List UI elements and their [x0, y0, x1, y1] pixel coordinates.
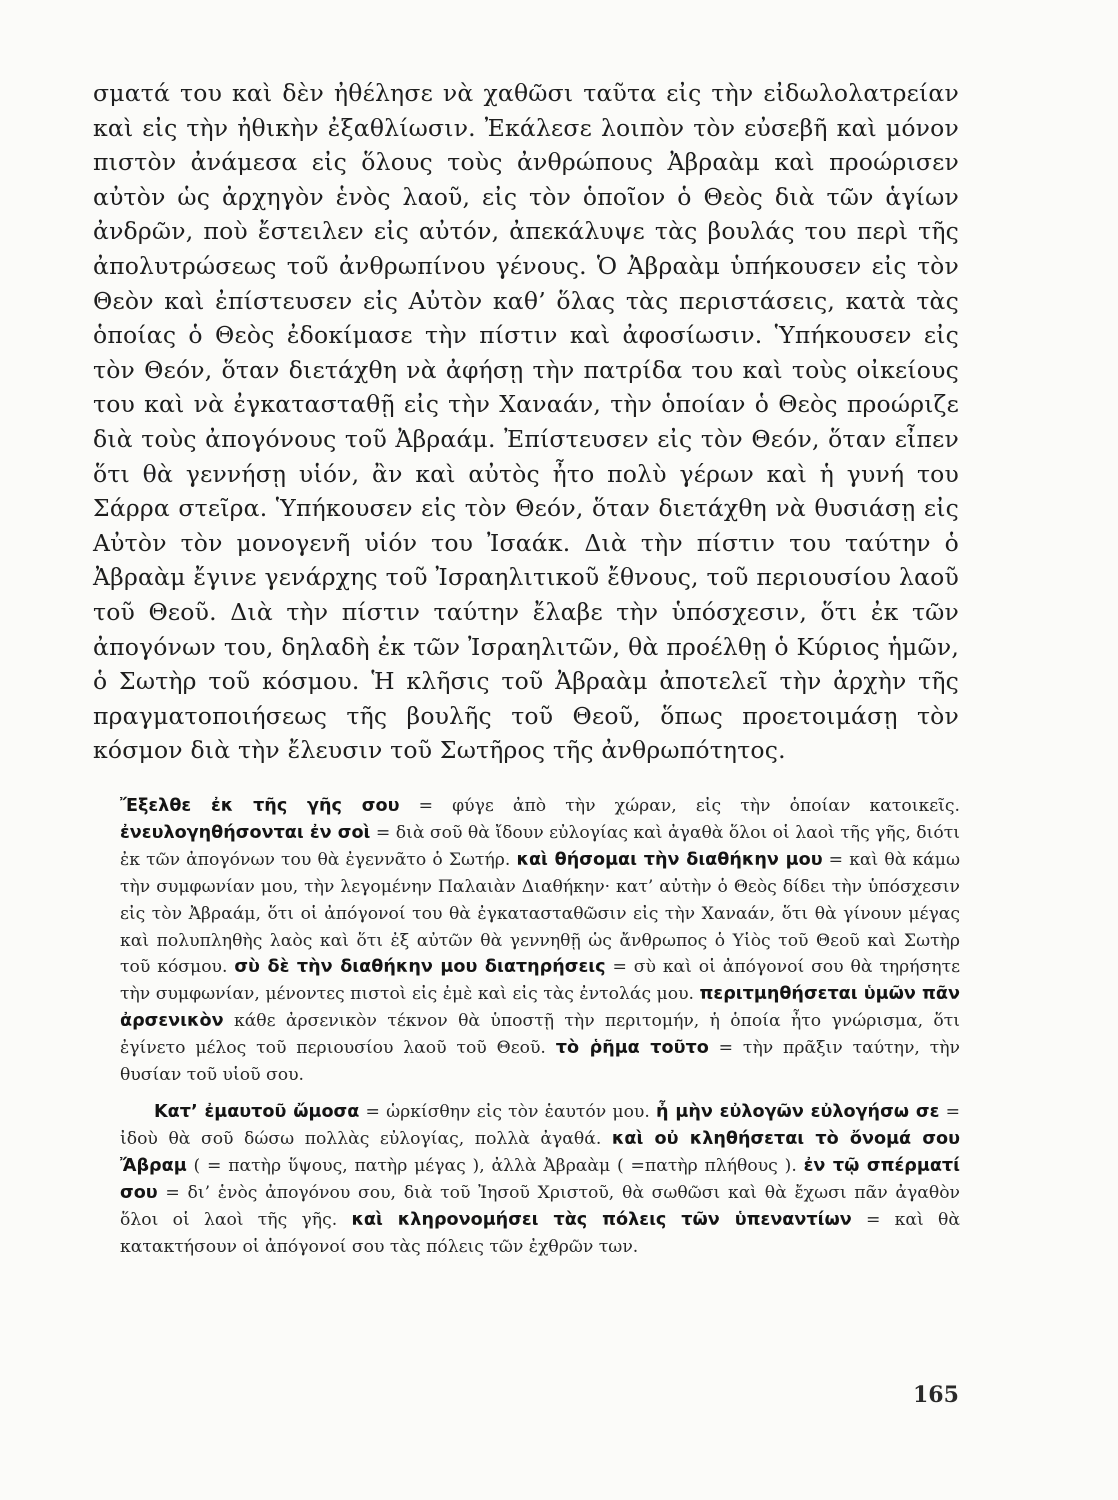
- note-term: καὶ θήσομαι τὴν διαθήκην μου: [516, 849, 823, 870]
- note-term: Κατ’ ἐμαυτοῦ ὤμοσα: [154, 1101, 360, 1122]
- note-term: περιτμηθήσεται ὑμῶν πᾶν ἀρσενικὸν: [120, 984, 961, 1032]
- main-paragraph: σματά του καὶ δὲν ἠθέλησε νὰ χαθῶσι ταῦτα εἰς τὴν εἰδωλολατρείαν καὶ εἰς τὴν ἠθικὴν ἐξαθλίωσιν. Ἐκάλεσε λοιπὸν τὸν εὐσεβῆ καὶ μόνον πιστὸν ἀνάμεσα εἰς ὅλους τοὺς ἀνθρώπους Ἀβραὰμ καὶ προώρισεν αὐτὸν ὡς ἀρχηγὸν ἑνὸς λαοῦ, εἰς τὸν ὁποῖον ὁ Θεὸς διὰ τῶν ἁγίων ἀνδρῶν, ποὺ ἔστειλεν εἰς αὐτόν, ἀπεκάλυψε τὰς βουλάς του περὶ τῆς ἀπολυτρώσεως τοῦ ἀνθρωπίνου γένους. Ὁ Ἀβραὰμ ὑπήκουσεν εἰς τὸν Θεὸν καὶ ἐπίστευσεν εἰς Αὐτὸν καθ’ ὅλας τὰς περιστάσεις, κατὰ τὰς ὁποίας ὁ Θεὸς ἐδοκίμασε τὴν πίστιν καὶ ἀφοσίωσιν. Ὑπήκουσεν εἰς τὸν Θεόν, ὅταν διετάχθη νὰ ἀφήσῃ τὴν πατρίδα του καὶ τοὺς οἰκείους του καὶ νὰ ἐγκατασταθῇ εἰς τὴν Χαναάν, τὴν ὁποίαν ὁ Θεὸς προώριζε διὰ τοὺς ἀπογόνους τοῦ Ἀβραάμ. Ἐπίστευσεν εἰς τὸν Θεόν, ὅταν εἶπεν ὅτι θὰ γεννήσῃ υἱόν, ἂν καὶ αὐτὸς ἦτο πολὺ γέρων καὶ ἡ γυνή του Σάρρα στεῖρα. Ὑπήκουσεν εἰς τὸν Θεόν, ὅταν διετάχθη νὰ θυσιάσῃ εἰς Αὐτὸν τὸν μονογενῆ υἱόν του Ἰσαάκ. Διὰ τὴν πίστιν του ταύτην ὁ Ἀβραὰμ ἔγινε γενάρχης τοῦ Ἰσραηλιτικοῦ ἔθνους, τοῦ περιουσίου λαοῦ τοῦ Θεοῦ. Διὰ τὴν πίστιν ταύτην ἔλαβε τὴν ὑπόσχεσιν, ὅτι ἐκ τῶν ἀπογόνων του, δηλαδὴ ἐκ τῶν Ἰσραηλιτῶν, θὰ προέλθῃ ὁ Κύριος ἡμῶν, ὁ Σωτὴρ τοῦ κόσμου. Ἡ κλῆσις τοῦ Ἀβραὰμ ἀποτελεῖ τὴν ἀρχὴν τῆς πραγματοποιήσεως τῆς βουλῆς τοῦ Θεοῦ, ὅπως προετοιμάσῃ τὸν κόσμον διὰ τὴν ἔλευσιν τοῦ Σωτῆρος τῆς ἀνθρωπότητος.: [93, 79, 959, 765]
- note-explanation: = διὰ σοῦ θὰ ἴδουν εὐλογίας καὶ ἀγαθὰ ὅλοι οἱ λαοὶ τῆς γῆς, διότι ἐκ τῶν ἀπογόνων του θὰ ἐγεννᾶτο ὁ Σωτήρ.: [120, 822, 960, 870]
- note-term: ἦ μὴν εὐλογῶν εὐλογήσω σε: [656, 1101, 940, 1122]
- note-explanation: = ὡρκίσθην εἰς τὸν ἑαυτόν μου.: [359, 1101, 657, 1122]
- note-explanation: = ἰδοὺ θὰ σοῦ δώσω πολλὰς εὐλογίας, πολλὰ ἀγαθά.: [120, 1101, 961, 1149]
- note-term: τὸ ῥῆμα τοῦτο: [555, 1038, 709, 1059]
- note-term: καὶ οὐ κληθήσεται τὸ ὄνομά σου Ἄβραμ: [120, 1128, 960, 1176]
- note-term: σὺ δὲ τὴν διαθήκην μου διατηρήσεις: [234, 957, 606, 978]
- note-term: καὶ κληρονομήσει τὰς πόλεις τῶν ὑπεναντίων: [351, 1209, 852, 1230]
- note-term: Ἔξελθε ἐκ τῆς γῆς σου: [120, 796, 400, 816]
- note-explanation: = φύγε ἀπὸ τὴν χώραν, εἰς τὴν ὁποίαν κατοικεῖς.: [399, 796, 960, 816]
- notes-paragraph-2: [120, 1099, 960, 1260]
- note-explanation: = σὺ καὶ οἱ ἀπόγονοί σου θὰ τηρήσητε τὴν συμφωνίαν, μένοντες πιστοὶ εἰς ἐμὲ καὶ εἰς τὰς ἐντολάς μου.: [120, 957, 960, 1005]
- note-term: ἐνευλογηθήσονται ἐν σοὶ: [120, 822, 371, 843]
- note-explanation: = καὶ θὰ κάμω τὴν συμφωνίαν μου, τὴν λεγομένην Παλαιὰν Διαθήκην· κατ’ αὐτὴν ὁ Θεὸς δίδει τὴν ὑπόσχεσιν εἰς τὸν Ἀβραάμ, ὅτι οἱ ἀπόγονοί του θὰ ἐγκατασταθῶσιν εἰς τὴν Χαναάν, ὅτι θὰ γίνουν μέγας καὶ πολυπληθὴς λαὸς καὶ ὅτι ἐξ αὐτῶν θὰ γεννηθῇ ὡς ἄνθρωπος ὁ Υἱὸς τοῦ Θεοῦ καὶ Σωτὴρ τοῦ κόσμου.: [120, 849, 960, 978]
- note-explanation: ( = πατὴρ ὕψους, πατὴρ μέγας ), ἀλλὰ Ἀβραὰμ ( =πατὴρ πλήθους ).: [186, 1155, 804, 1176]
- note-explanation: = δι’ ἑνὸς ἀπογόνου σου, διὰ τοῦ Ἰησοῦ Χριστοῦ, θὰ σωθῶσι καὶ θὰ ἔχωσι πᾶν ἀγαθὸν ὅλοι οἱ λαοὶ τῆς γῆς.: [120, 1182, 960, 1230]
- note-explanation: = τὴν πρᾶξιν ταύτην, τὴν θυσίαν τοῦ υἱοῦ σου.: [120, 1038, 960, 1086]
- notes-paragraph-1: [120, 793, 960, 1089]
- vocabulary-notes: [120, 793, 960, 1260]
- page-number: 165: [913, 1382, 959, 1408]
- note-explanation: κάθε ἀρσενικὸν τέκνον θὰ ὑποστῇ τὴν περιτομήν, ἡ ὁποία ἦτο γνώρισμα, ὅτι ἐγίνετο μέλος τοῦ περιουσίου λαοῦ τοῦ Θεοῦ.: [120, 1011, 960, 1059]
- note-explanation: = καὶ θὰ κατακτήσουν οἱ ἀπόγονοί σου τὰς πόλεις τῶν ἐχθρῶν των.: [120, 1209, 960, 1257]
- note-term: ἐν τῷ σπέρματί σου: [120, 1155, 961, 1203]
